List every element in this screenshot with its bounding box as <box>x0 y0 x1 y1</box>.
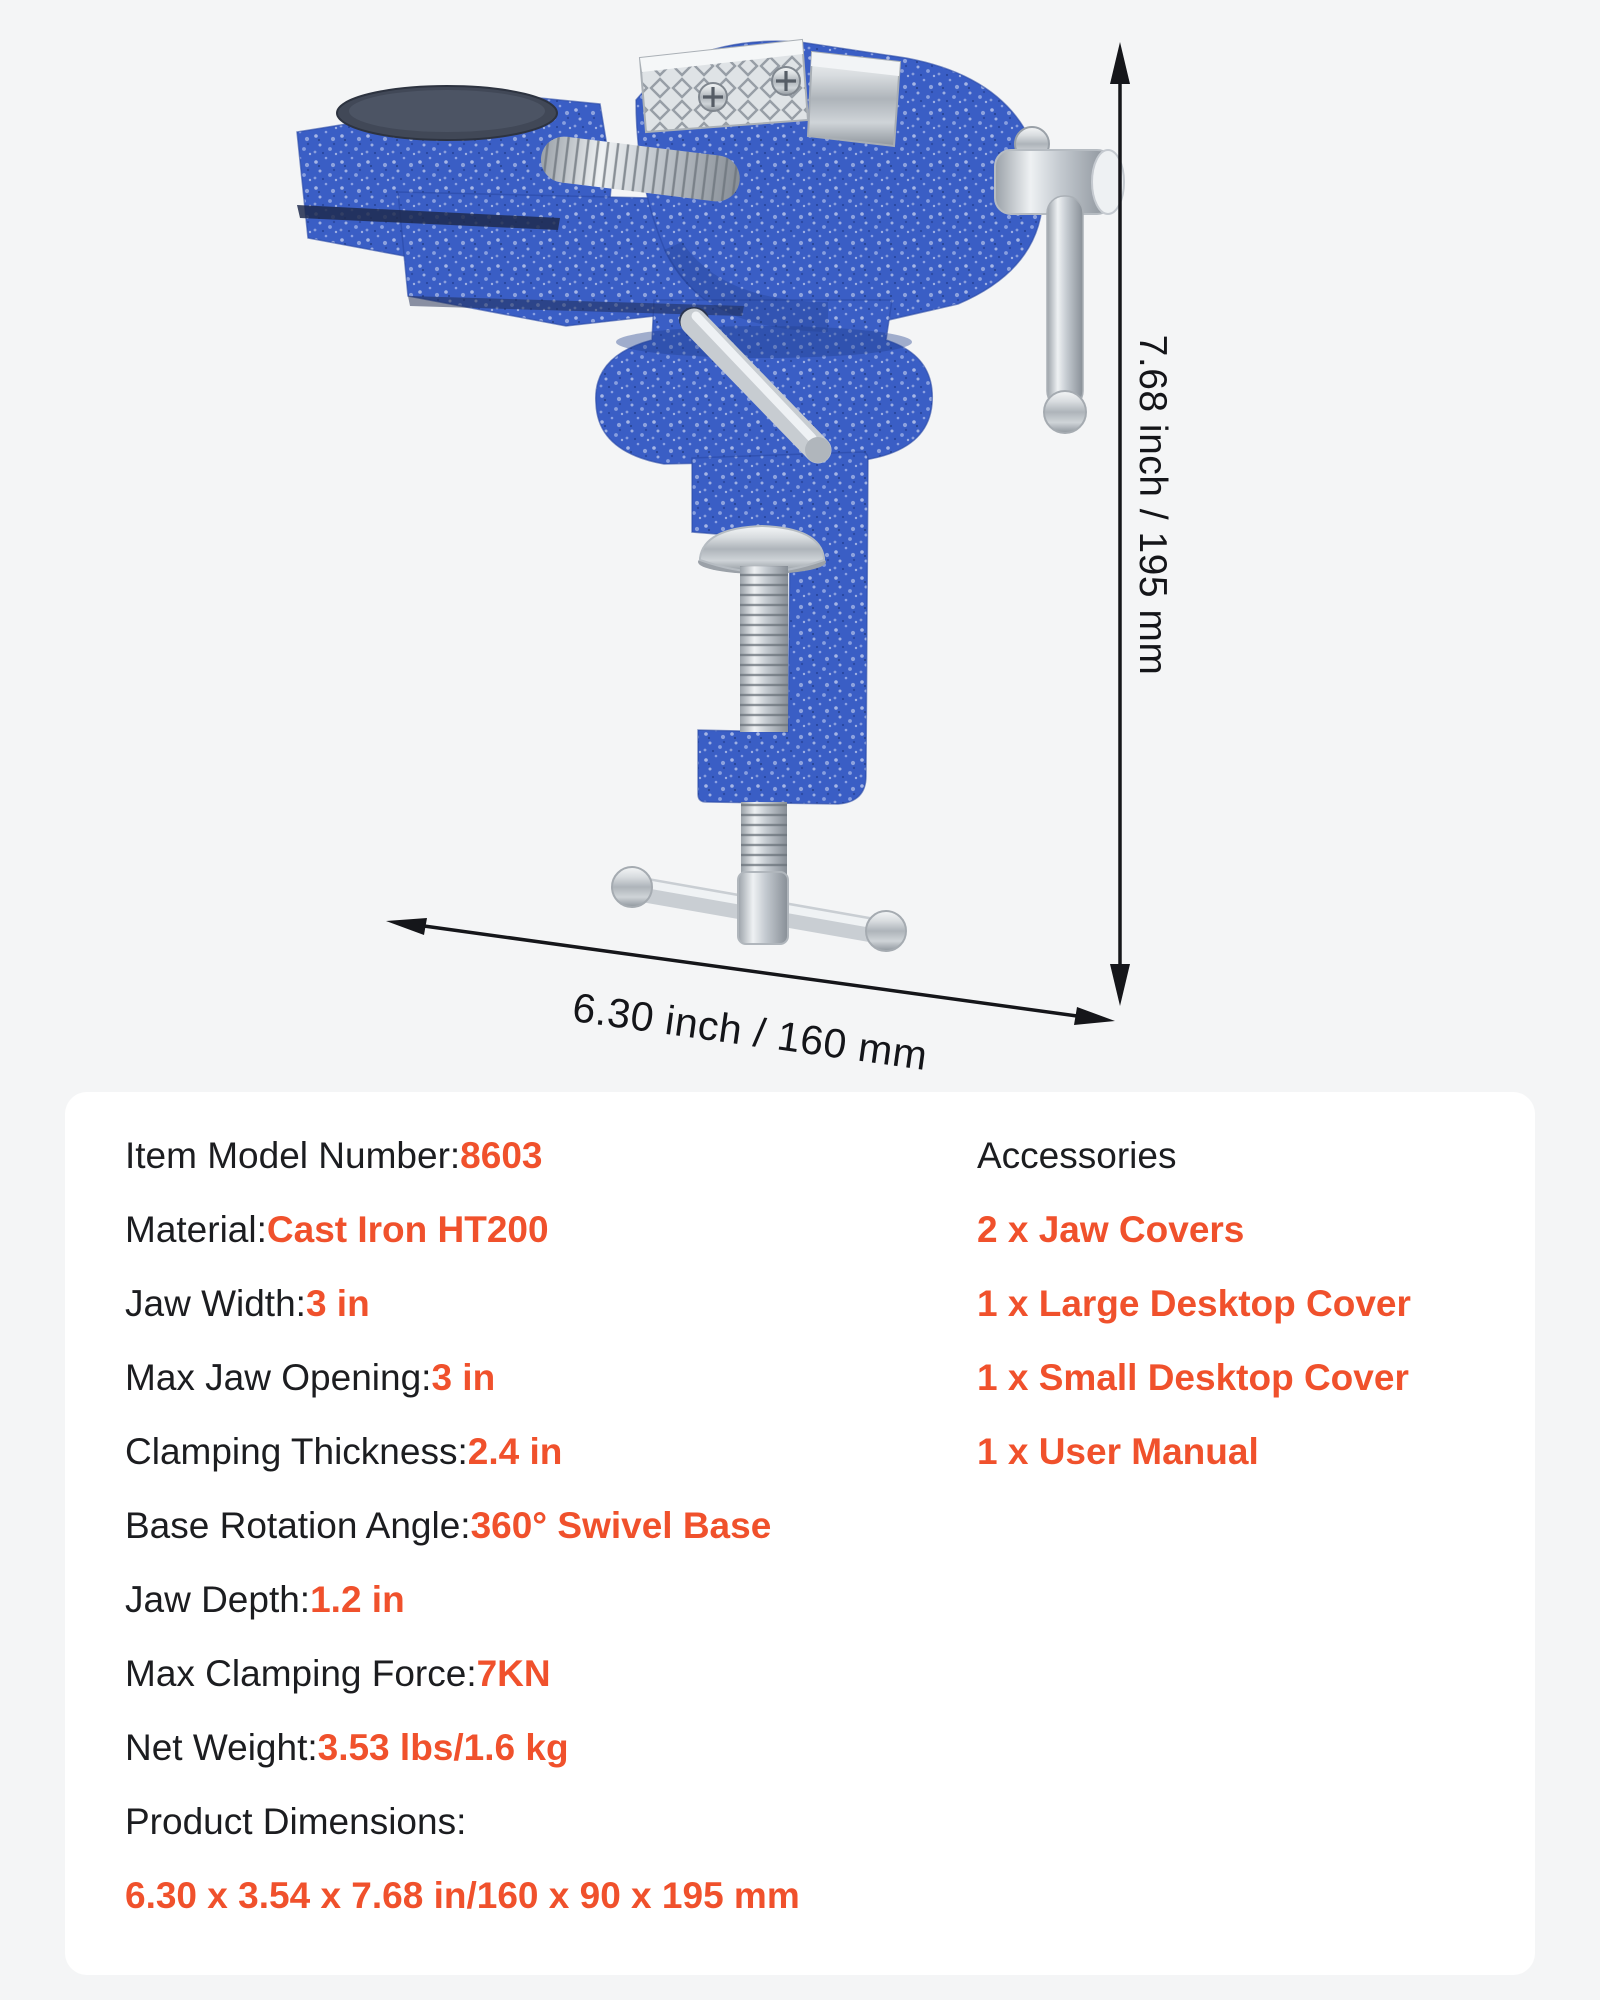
height-dimension-label: 7.68 inch / 195 mm <box>1131 334 1174 676</box>
spec-row-max-jaw-opening: Max Jaw Opening: 3 in <box>125 1357 496 1398</box>
spec-row-clamping-thickness: Clamping Thickness: 2.4 in <box>125 1431 563 1472</box>
phillips-screw-left <box>699 83 727 111</box>
width-dimension-label: 6.30 inch / 160 mm <box>569 984 931 1079</box>
t-bar-ball-left <box>612 867 652 907</box>
spec-row-model: Item Model Number: 8603 <box>125 1135 543 1176</box>
spec-row-base-rotation: Base Rotation Angle: 360° Swivel Base <box>125 1505 772 1546</box>
accessories-heading: Accessories <box>977 1135 1177 1176</box>
t-bar-sleeve <box>738 872 788 944</box>
spec-row-jaw-width: Jaw Width: 3 in <box>125 1283 370 1324</box>
handle-rod <box>1047 196 1083 408</box>
vise-handle <box>995 127 1124 433</box>
spec-row-net-weight: Net Weight: 3.53 lbs/1.6 kg <box>125 1727 569 1768</box>
accessories-list <box>977 1119 1411 1489</box>
spec-row-product-dimensions-value: 6.30 x 3.54 x 7.68 in/160 x 90 x 195 mm <box>125 1875 800 1916</box>
anvil-surface-inner <box>349 90 545 132</box>
phillips-screw-right <box>772 67 800 95</box>
spec-row-jaw-depth: Jaw Depth: 1.2 in <box>125 1579 405 1620</box>
handle-bottom-ball <box>1044 391 1086 433</box>
spec-row-clamping-force: Max Clamping Force: 7KN <box>125 1653 551 1694</box>
accessory-row-large-desktop-cover: 1 x Large Desktop Cover <box>977 1283 1411 1324</box>
accessory-row-small-desktop-cover: 1 x Small Desktop Cover <box>977 1357 1409 1398</box>
accessory-row-user-manual: 1 x User Manual <box>977 1431 1259 1472</box>
t-bar-ball-right <box>866 911 906 951</box>
spec-row-material: Material: Cast Iron HT200 <box>125 1209 549 1250</box>
spec-panel <box>65 1092 1535 1975</box>
spec-list <box>125 1119 800 1933</box>
accessory-row-jaw-covers: 2 x Jaw Covers <box>977 1209 1245 1250</box>
spec-row-product-dimensions-label: Product Dimensions: <box>125 1801 467 1842</box>
